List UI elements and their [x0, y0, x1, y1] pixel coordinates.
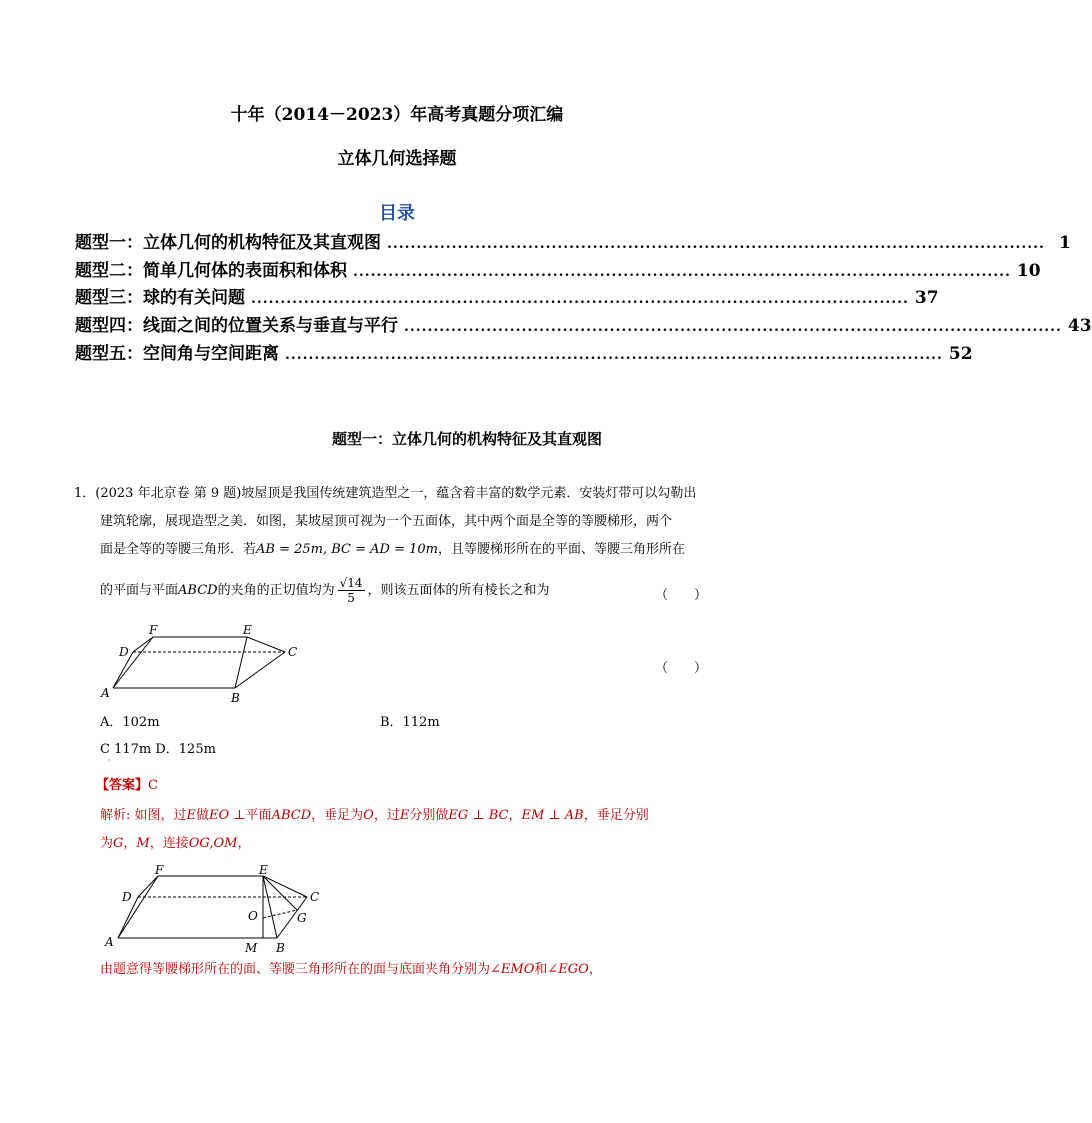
stray-dot: ·: [108, 756, 111, 765]
edge-EC: [263, 876, 307, 897]
figure-pentahedron: [95, 620, 315, 710]
edge-DF: [138, 876, 158, 897]
question-source: (2023 年北京卷 第 9 题): [95, 486, 242, 501]
question-line-2: 建筑轮廓，展现造型之美．如图，某坡屋顶可视为一个五面体，其中两个面是全等的等腰梯形，两个: [100, 514, 673, 529]
toc-item-page: 1: [1059, 233, 1071, 253]
toc-leader-dots: ................................................................................................................: [387, 236, 1045, 252]
toc-item-page: 37: [914, 288, 939, 308]
edge-EB: [263, 876, 277, 938]
toc-item-label: 题型三：球的有关问题: [75, 288, 245, 308]
answer-bracket: （ ）: [655, 661, 708, 676]
label-C: C: [310, 890, 320, 904]
label-A: A: [105, 935, 114, 949]
toc-item[interactable]: [75, 339, 973, 365]
label-F: F: [155, 863, 164, 877]
toc-leader-dots: ................................................................................................................: [251, 291, 909, 307]
label-A: A: [101, 686, 110, 700]
question-number: 1．: [74, 486, 96, 501]
toc-item-page: 43: [1067, 316, 1092, 336]
label-B: B: [276, 941, 285, 955]
edge-AF: [118, 876, 158, 938]
toc-item-page: 10: [1016, 261, 1041, 281]
label-G: G: [297, 911, 307, 925]
document-subtitle: 立体几何选择题: [337, 149, 457, 169]
fraction: $\frac{√14}{5}$: [339, 576, 363, 605]
answer-tag: 【答案】: [96, 778, 149, 793]
toc-leader-dots: ................................................................................................................: [285, 347, 943, 363]
label-B: B: [231, 691, 240, 705]
question-line-4: 的平面与平面ABCD的夹角的正切值均为 $\frac{√14}{5}$ ，则该五面体的所有棱长之和为: [100, 576, 550, 605]
label-M: M: [245, 941, 258, 955]
toc-item[interactable]: [75, 311, 1092, 337]
question-line-3: 面是全等的等腰三角形．若AB = 25m, BC = AD = 10m，且等腰梯形所在的平面、等腰三角形所在: [100, 542, 685, 557]
toc-leader-dots: ................................................................................................................: [404, 319, 1062, 335]
figure-pentahedron-solution: [100, 862, 330, 957]
toc-heading: 目录: [379, 203, 415, 224]
label-F: F: [149, 623, 158, 637]
option-c-d[interactable]: C 117m D．125m: [100, 742, 216, 757]
question-text: 坡屋顶是我国传统建筑造型之一，蕴含着丰富的数学元素．安装灯带可以勾勒出: [241, 486, 697, 501]
edge-EG: [263, 876, 297, 910]
answer-line: [96, 771, 158, 801]
toc-item-label: 题型四：线面之间的位置关系与垂直与平行: [75, 316, 398, 336]
label-C: C: [288, 645, 298, 659]
option-b[interactable]: B．112m: [380, 715, 440, 730]
answer-value: C: [148, 778, 158, 793]
label-E: E: [259, 863, 268, 877]
toc-leader-dots: ................................................................................................................: [353, 264, 1011, 280]
solution-line-3: 由题意得等腰梯形所在的面、等腰三角形所在的面与底面夹角分别为∠EMO和∠EGO，: [100, 962, 602, 977]
toc-item[interactable]: [75, 256, 1041, 282]
label-D: D: [119, 645, 129, 659]
document-title: 十年（2014－2023）年高考真题分项汇编: [230, 105, 564, 125]
toc-item-label: 题型一：立体几何的机构特征及其直观图: [75, 233, 381, 253]
math-expression: ABCD: [178, 583, 218, 598]
label-D: D: [122, 890, 132, 904]
solution-line-1: 解析: 如图，过E做EO ⊥平面ABCD，垂足为O，过E分别做EG ⊥ BC，EM ⊥ AB，垂足分别: [100, 808, 649, 823]
math-expression: AB = 25m, BC = AD = 10m: [256, 542, 438, 557]
toc-item-label: 题型二：简单几何体的表面积和体积: [75, 261, 347, 281]
section-title: 题型一：立体几何的机构特征及其直观图: [331, 430, 602, 448]
answer-bracket: （ ）: [655, 588, 708, 603]
label-O: O: [248, 909, 258, 923]
solution-line-2: 为G，M，连接OG,OM，: [100, 836, 251, 851]
option-a[interactable]: A．102m: [100, 715, 160, 730]
toc-item[interactable]: [75, 228, 1071, 254]
edge-EC: [247, 637, 285, 652]
toc-item-label: 题型五：空间角与空间距离: [75, 344, 279, 364]
toc-item[interactable]: [75, 283, 939, 309]
toc-item-page: 52: [948, 344, 973, 364]
question-line-1: [74, 479, 734, 509]
label-E: E: [243, 623, 252, 637]
